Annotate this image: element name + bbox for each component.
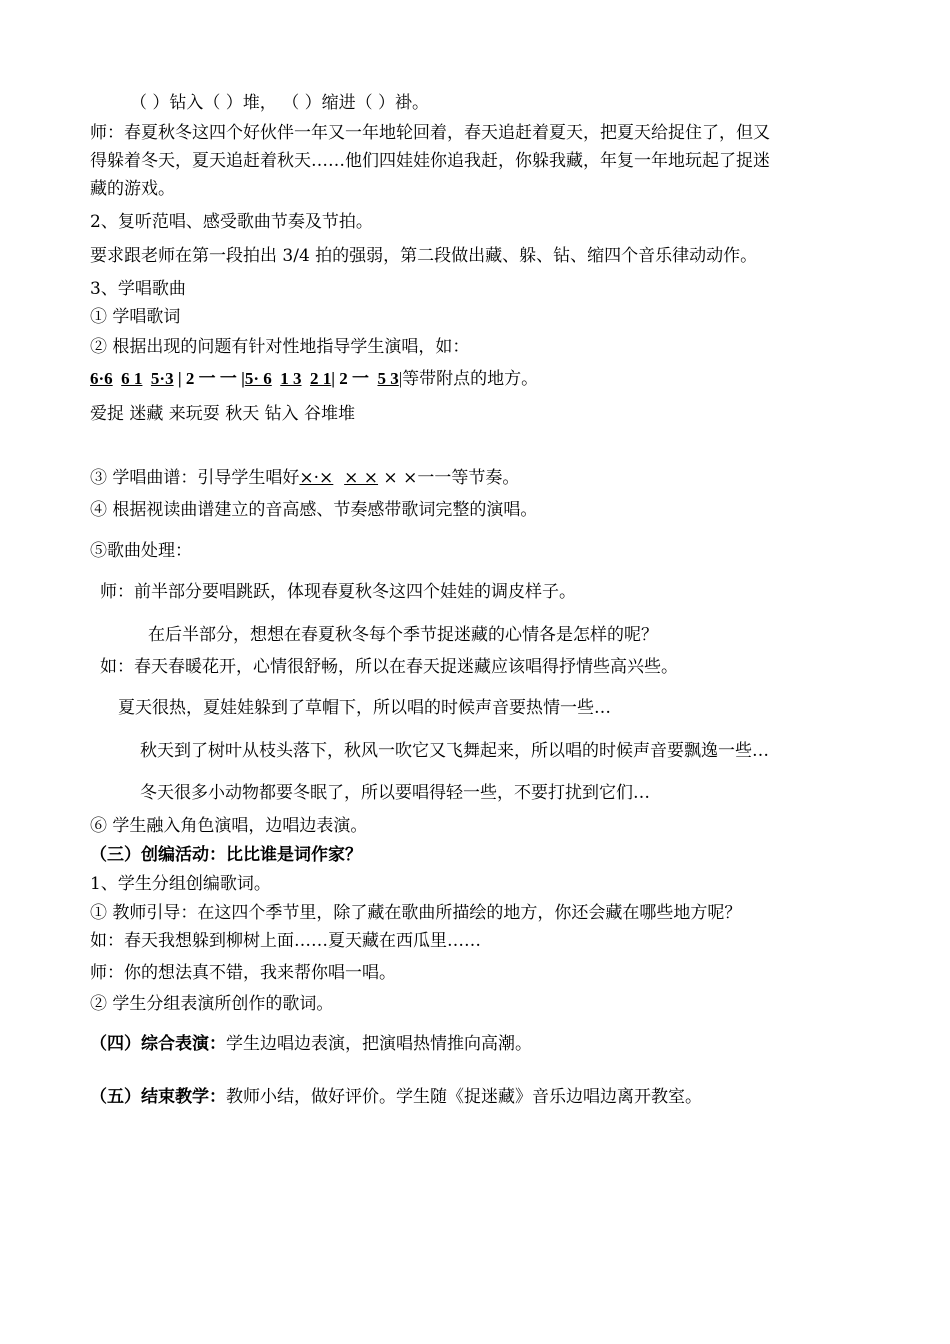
fill-in-blank-line: （ ）钻入（ ）堆， （ ）缩进（ ）褂。 [130, 93, 430, 113]
section-3-heading: （三）创编活动：比比谁是词作家？ [90, 845, 362, 865]
section-5-body: 教师小结，做好评价。学生随《捉迷藏》音乐边唱边离开教室。 [226, 1087, 702, 1107]
lyrics-line: 爱捉 迷藏 来玩耍 秋天 钻入 谷堆堆 [90, 404, 356, 424]
example-autumn: 秋天到了树叶从枝头落下，秋风一吹它又飞舞起来，所以唱的时候声音要飘逸一些… [140, 741, 769, 761]
section-4-heading: （四）综合表演： [90, 1034, 226, 1054]
example-summer: 夏天很热，夏娃娃躲到了草帽下，所以唱的时候声音要热情一些… [118, 698, 611, 718]
rhythm-pattern: × × [344, 468, 379, 488]
section-3-teacher: 师：你的想法真不错，我来帮你唱一唱。 [90, 963, 396, 983]
teacher-guidance-1: 师：前半部分要唱跳跃，体现春夏秋冬这四个娃娃的调皮样子。 [100, 582, 576, 602]
note-group: | 2 一 [331, 369, 370, 388]
section-4-body: 学生边唱边表演，把演唱热情推向高潮。 [226, 1034, 532, 1054]
note-group: 1 3 [280, 369, 302, 388]
section-5-heading: （五）结束教学： [90, 1087, 226, 1107]
teacher-dialogue-line-3: 藏的游戏。 [90, 179, 175, 199]
jianpu-notation-line [90, 368, 538, 390]
substep-1: ① 学唱歌词 [90, 307, 181, 327]
teacher-dialogue-line-2: 得躲着冬天，夏天追赶着秋天……他们四娃娃你追我赶，你躲我藏，年复一年地玩起了捉迷 [90, 151, 770, 171]
section-4 [90, 1033, 532, 1055]
note-group: 5·3 [150, 369, 174, 388]
section-3-guide: ① 教师引导：在这四个季节里，除了藏在歌曲所描绘的地方，你还会藏在哪些地方呢？ [90, 903, 742, 923]
note-group: 5· 6 [244, 369, 272, 388]
step-2-requirement: 要求跟老师在第一段拍出 3/4 拍的强弱，第二段做出藏、躲、钻、缩四个音乐律动动作。 [90, 246, 758, 266]
note-group: 5 3 [377, 369, 399, 388]
substep-5: ⑤歌曲处理： [90, 541, 192, 561]
step-2-heading: 2、复听范唱、感受歌曲节奏及节拍。 [90, 212, 373, 232]
example-spring: 如：春天春暖花开，心情很舒畅，所以在春天捉迷藏应该唱得抒情些高兴些。 [100, 657, 678, 677]
note-group: 2 1 [310, 369, 332, 388]
notation-tail-text: |等带附点的地方。 [398, 369, 539, 388]
substep-4: ④ 根据视读曲谱建立的音高感、节奏感带歌词完整的演唱。 [90, 500, 538, 520]
section-5 [90, 1086, 702, 1108]
step-3-heading: 3、学唱歌曲 [90, 279, 186, 299]
teacher-guidance-2: 在后半部分，想想在春夏秋冬每个季节捉迷藏的心情各是怎样的呢？ [148, 625, 658, 645]
substep-6: ⑥ 学生融入角色演唱，边唱边表演。 [90, 816, 368, 836]
section-3-step-2: ② 学生分组表演所创作的歌词。 [90, 994, 334, 1014]
section-3-step-1: 1、学生分组创编歌词。 [90, 874, 271, 894]
substep-2: ② 根据出现的问题有针对性地指导学生演唱，如： [90, 337, 470, 357]
note-group: 6·6 [90, 369, 113, 388]
rhythm-pattern: ×·× [299, 468, 334, 488]
substep-3 [90, 467, 519, 489]
note-group: 6 1 [121, 369, 143, 388]
note-group: | 2 一 一 | [177, 369, 245, 388]
example-winter: 冬天很多小动物都要冬眠了，所以要唱得轻一些，不要打扰到它们… [140, 783, 650, 803]
section-3-example: 如：春天我想躲到柳树上面……夏天藏在西瓜里…… [90, 931, 481, 951]
substep-3-text: ③ 学唱曲谱：引导学生唱好 [90, 468, 300, 488]
substep-3-tail: × ×一一等节奏。 [378, 468, 520, 488]
teacher-dialogue-line-1: 师：春夏秋冬这四个好伙伴一年又一年地轮回着，春天追赶着夏天，把夏天给捉住了，但又 [90, 123, 770, 143]
